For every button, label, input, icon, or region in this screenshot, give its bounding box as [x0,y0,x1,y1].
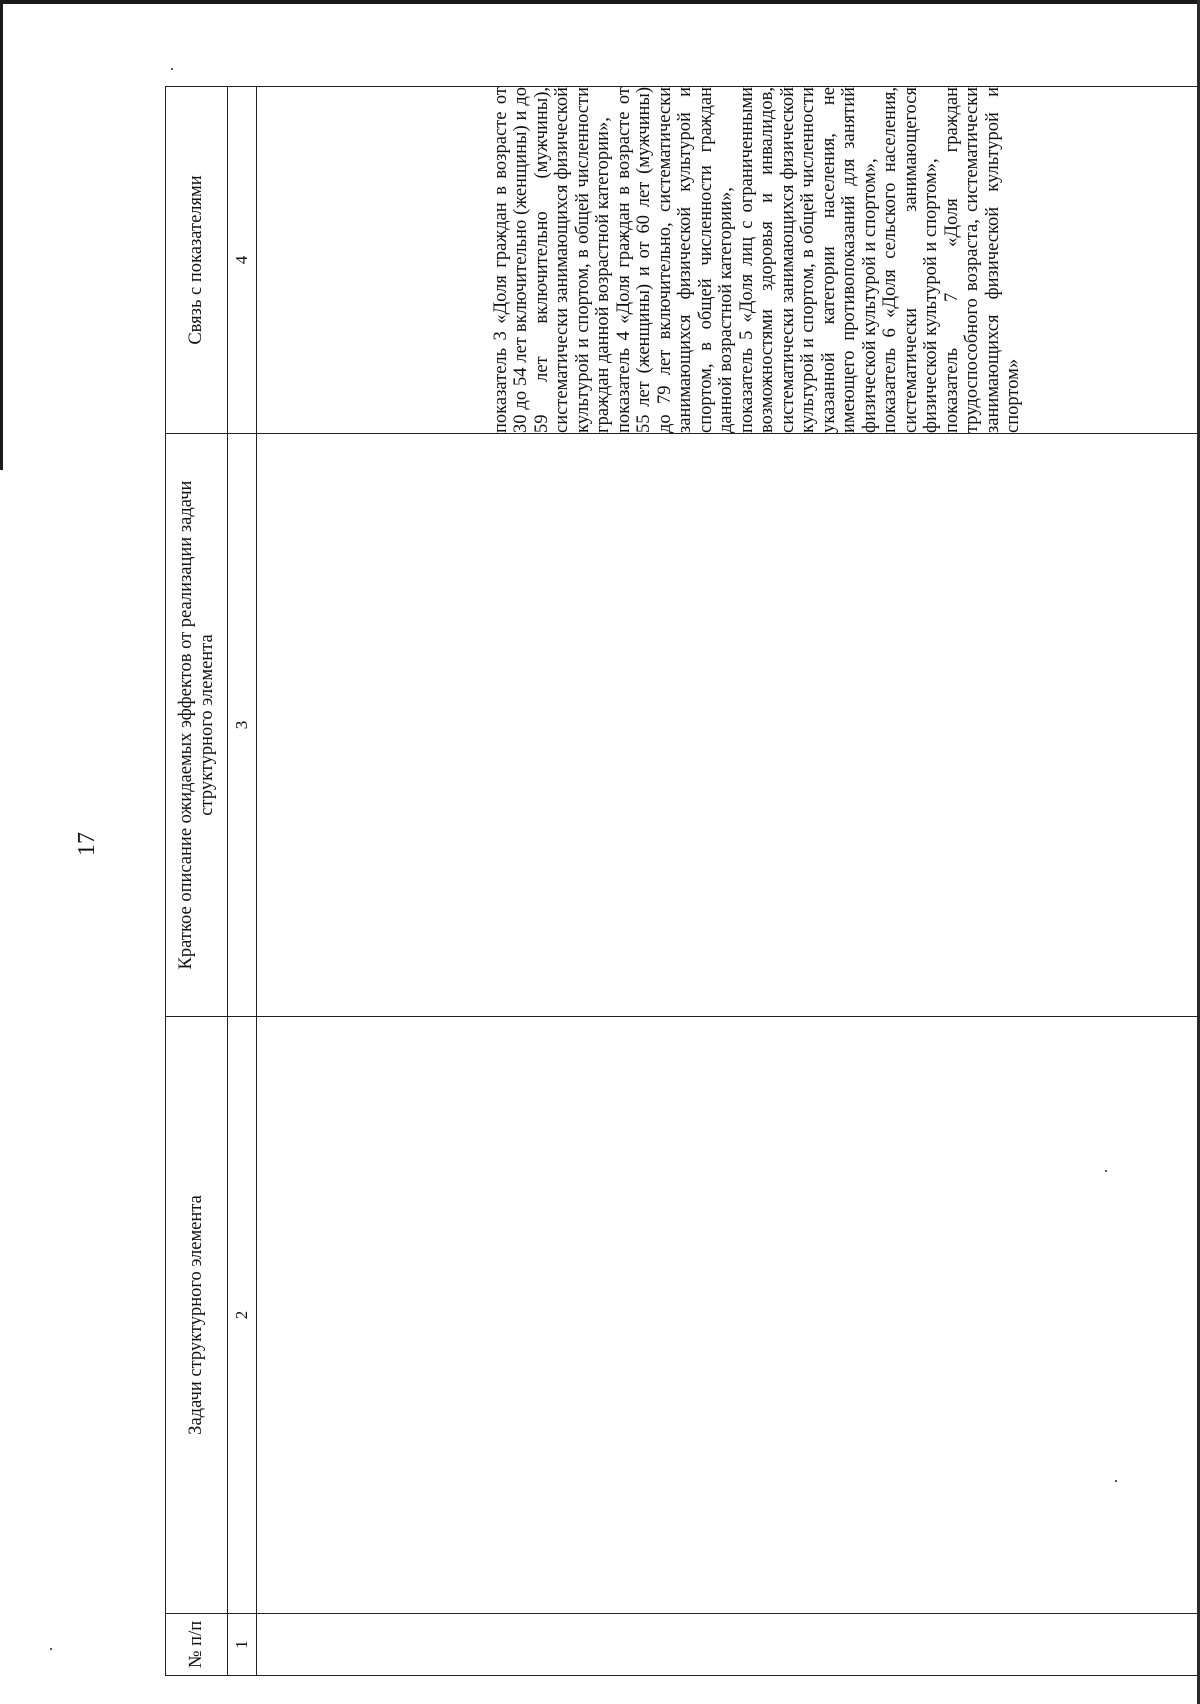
structural-element-table [165,87,1200,1676]
indicator-4: показатель 4 «Доля граждан в возрасте от 55 лет (женщины) и от 60 лет (мужчины) до 79 лет включительно, систематически занимающихся физической культурой и спортом, в общей численности граждан данной возрастной категории», [613,87,736,433]
column-number: 4 [228,87,257,434]
column-number: 3 [228,434,257,1017]
indicator-5: показатель 5 «Доля лиц с ограниченными возможностями здоровья и инвалидов, систематически занимающихся физической культурой и спортом, в общей численности указанной категории населения, не имеющего противопоказаний для занятий физической культурой и спортом», [736,87,880,433]
header-effects: Краткое описание ожидаемых эффектов от реализации задачи структурного элемента [166,434,228,1017]
indicator-6: показатель 6 «Доля сельского населения, систематически занимающегося физической культурой и спортом», [880,87,941,433]
cell-indicators [257,87,1200,434]
indicator-3: показатель 3 «Доля граждан в возрасте от 30 до 54 лет включительно (женщины) и до 59 лет включительно (мужчины), систематически занимающихся физической культурой и спортом, в общей численности граждан данной возрастной категории», [490,87,613,433]
column-number: 2 [228,1017,257,1614]
column-number: 1 [228,1614,257,1676]
header-row [166,87,228,1676]
indicator-7: показатель 7 «Доля граждан трудоспособного возраста, систематически занимающихся физической культурой и спортом» [941,87,1023,433]
table-row [257,87,1200,1676]
page-number: 17 [74,832,100,856]
header-indicators: Связь с показателями [166,87,228,434]
cell-tasks [257,1017,1200,1614]
cell-effects [257,434,1200,1017]
cell-number [257,1614,1200,1676]
column-number-row [228,87,257,1676]
header-number: № п/п [166,1614,228,1676]
header-tasks: Задачи структурного элемента [166,1017,228,1614]
